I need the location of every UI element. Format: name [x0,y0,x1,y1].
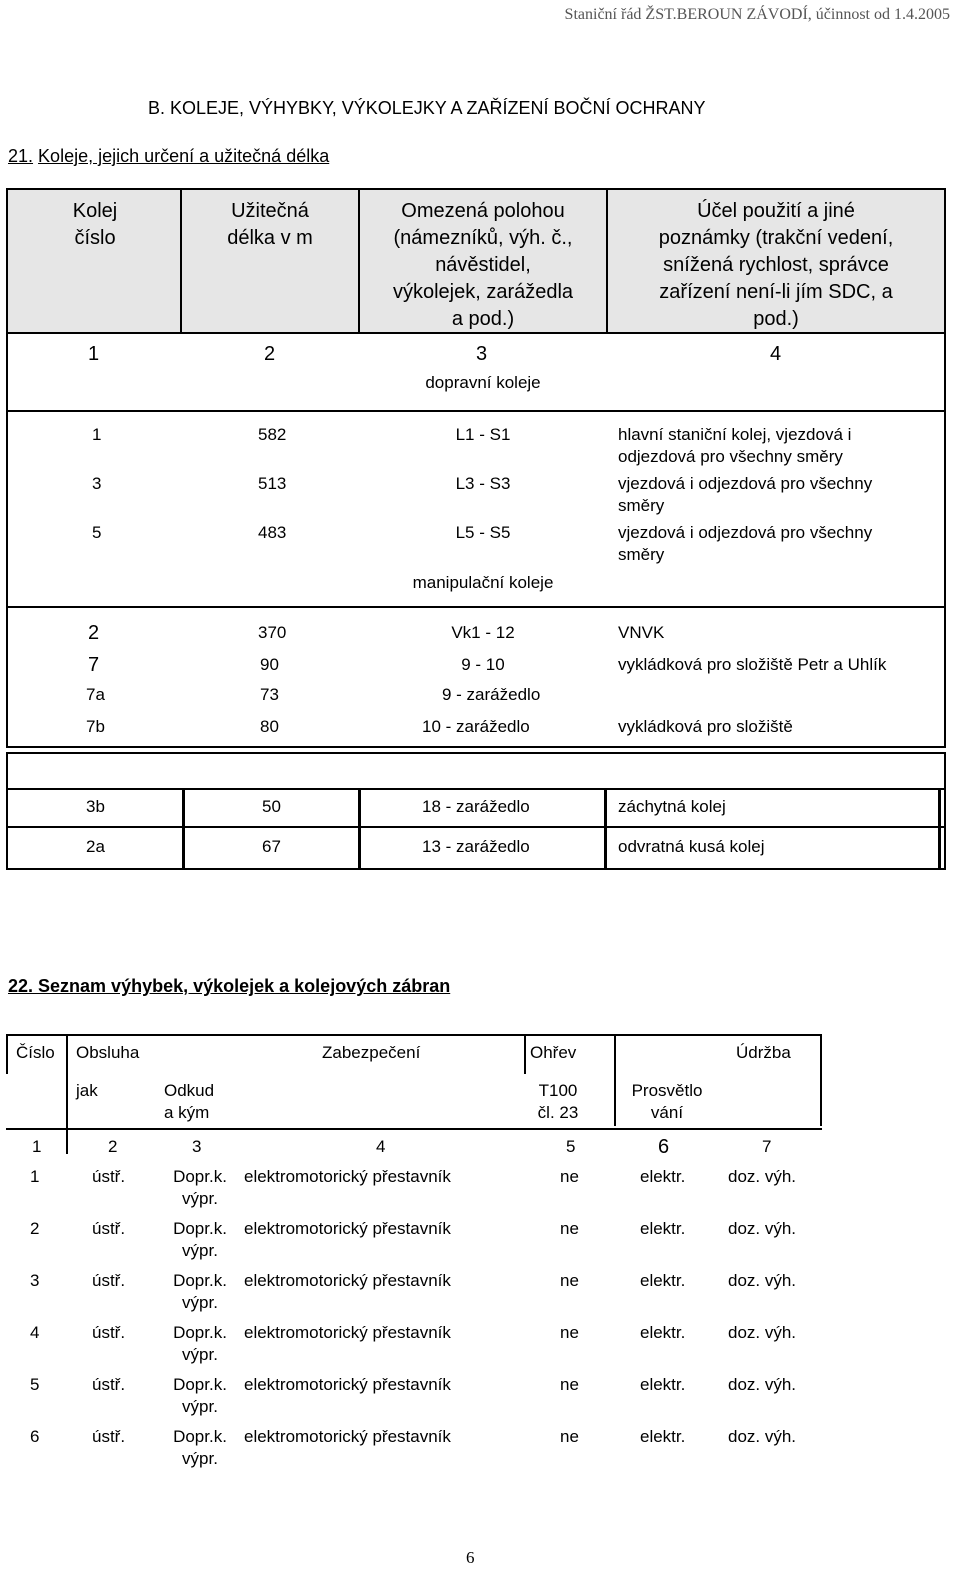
t2-odkud: Dopr.k. výpr. [173,1271,227,1312]
cell-delka: 67 [262,837,281,856]
cell-ucel: vjezdová i odjezdová pro všechny směry [618,474,873,515]
t2-prosvetlovani: elektr. [640,1375,686,1394]
section-title: B. KOLEJE, VÝHYBKY, VÝKOLEJKY A ZAŘÍZENÍ BOČNÍ OCHRANY [148,98,706,118]
cell-kolej: 2 [88,622,100,644]
t2-col-number: 3 [192,1137,202,1156]
cell-ucel: hlavní staniční kolej, vjezdová i odjezdová pro všechny směry [618,425,852,466]
t2-odkud: Dopr.k. výpr. [173,1323,227,1364]
cell-omezena: 18 - zarážedlo [422,797,530,816]
t2-zabezpeceni: elektromotorický přestavník [244,1167,451,1186]
t2-zabezpeceni: elektromotorický přestavník [244,1219,451,1238]
table2-divider [66,1034,68,1154]
t2-prosvetlovani: elektr. [640,1427,686,1446]
table1-divider [8,410,944,412]
t2-col-number: 5 [566,1137,576,1156]
t2-header-odkud: Odkud a kým [164,1081,215,1122]
t2-header-t100: T100 čl. 23 [537,1081,579,1122]
header-kolej: Kolej číslo [72,200,118,249]
t2-jak: ústř. [92,1375,126,1394]
cell-delka: 50 [262,797,281,816]
page-number: 6 [466,1548,475,1567]
t2-ohrev: ne [560,1271,579,1290]
group-label-dopravni: dopravní koleje [425,373,541,392]
header-omezena: Omezená polohou (námezníků, výh. č., návěstidel, výkolejek, zarážedla a pod.) [392,200,574,330]
cell-omezena: 10 - zarážedlo [422,717,530,736]
cell-omezena: L5 - S5 [455,523,511,542]
t2-cislo: 6 [30,1427,40,1446]
t2-udrzba: doz. výh. [728,1427,797,1446]
t2-udrzba: doz. výh. [728,1219,797,1238]
table2-divider [6,1128,822,1130]
t2-zabezpeceni: elektromotorický přestavník [244,1375,451,1394]
cell-ucel: vykládková pro složiště [618,717,793,736]
t2-cislo: 1 [30,1167,40,1186]
col-number: 4 [770,343,782,365]
cell-omezena: L1 - S1 [455,425,511,444]
t2-ohrev: ne [560,1167,579,1186]
t2-prosvetlovani: elektr. [640,1219,686,1238]
running-header: Staniční řád ŽST.BEROUN ZÁVODÍ, účinnost od 1.4.2005 [564,6,950,23]
cell-kolej: 3 [92,474,102,493]
table2-divider [820,1034,822,1126]
table2-divider [614,1034,616,1126]
cell-delka: 90 [260,655,279,674]
t2-header-prosvetlovani: Prosvětlo vání [631,1081,703,1122]
t2-prosvetlovani: elektr. [640,1323,686,1342]
cell-delka: 73 [260,685,279,704]
t2-ohrev: ne [560,1323,579,1342]
cell-delka: 483 [258,523,287,542]
t2-header-udrzba: Údržba [736,1043,791,1062]
cell-ucel: VNVK [618,623,665,642]
table1-divider [938,790,941,868]
t2-cislo: 4 [30,1323,40,1342]
t2-header-cislo: Číslo [16,1043,55,1062]
cell-omezena: L3 - S3 [455,474,511,493]
t2-zabezpeceni: elektromotorický přestavník [244,1323,451,1342]
t2-udrzba: doz. výh. [728,1167,797,1186]
cell-kolej: 2a [86,837,105,856]
table1-divider [8,788,944,790]
t2-udrzba: doz. výh. [728,1375,797,1394]
table1-divider [604,790,607,868]
t2-odkud: Dopr.k. výpr. [173,1167,227,1208]
t2-col-number: 7 [762,1137,772,1156]
t2-header-ohrev: Ohřev [530,1043,577,1062]
col-number: 1 [88,343,100,365]
table1-divider [8,606,944,608]
t2-col-number: 6 [658,1136,670,1158]
cell-kolej: 5 [92,523,102,542]
cell-omezena: Vk1 - 12 [451,623,515,642]
table2-divider [6,1034,822,1036]
t2-header-zabezpeceni: Zabezpečení [322,1043,421,1062]
header-ucel: Účel použití a jiné poznámky (trakční vedení, snížená rychlost, správce zařízení není-li jím SDC, a pod.) [658,200,894,330]
cell-ucel: vjezdová i odjezdová pro všechny směry [618,523,873,564]
t2-header-jak: jak [76,1081,98,1100]
cell-delka: 582 [258,425,287,444]
col-number: 3 [476,343,488,365]
cell-kolej: 7b [86,717,105,736]
cell-ucel: odvratná kusá kolej [618,837,765,856]
table2-divider [524,1034,526,1074]
t2-udrzba: doz. výh. [728,1271,797,1290]
section-21-heading: 21. Koleje, jejich určení a užitečná délka [8,146,330,166]
t2-cislo: 2 [30,1219,40,1238]
table1-divider [358,790,361,868]
t2-prosvetlovani: elektr. [640,1167,686,1186]
group-label-manipulacni: manipulační koleje [412,573,554,592]
t2-jak: ústř. [92,1271,126,1290]
cell-ucel: vykládková pro složiště Petr a Uhlík [618,655,887,674]
t2-ohrev: ne [560,1427,579,1446]
cell-kolej: 7a [86,685,105,704]
table1-divider [182,790,185,868]
t2-col-number: 2 [108,1137,118,1156]
t2-odkud: Dopr.k. výpr. [173,1375,227,1416]
t2-jak: ústř. [92,1219,126,1238]
t2-ohrev: ne [560,1219,579,1238]
t2-odkud: Dopr.k. výpr. [173,1427,227,1468]
t2-odkud: Dopr.k. výpr. [173,1219,227,1260]
t2-zabezpeceni: elektromotorický přestavník [244,1427,451,1446]
t2-col-number: 4 [376,1137,386,1156]
t2-ohrev: ne [560,1375,579,1394]
cell-delka: 513 [258,474,287,493]
table2-divider [6,1034,8,1074]
cell-ucel: záchytná kolej [618,797,726,816]
t2-cislo: 3 [30,1271,40,1290]
header-delka: Užitečná délka v m [227,200,313,249]
t2-jak: ústř. [92,1323,126,1342]
col-number: 2 [264,343,276,365]
t2-zabezpeceni: elektromotorický přestavník [244,1271,451,1290]
cell-kolej: 7 [88,654,100,676]
cell-omezena: 9 - zarážedlo [442,685,541,704]
t2-header-obsluha: Obsluha [76,1043,140,1062]
section-22-heading: 22. Seznam výhybek, výkolejek a kolejových zábran [8,976,451,996]
t2-col-number: 1 [32,1137,42,1156]
cell-kolej: 3b [86,797,105,816]
t2-cislo: 5 [30,1375,40,1394]
t2-udrzba: doz. výh. [728,1323,797,1342]
cell-delka: 80 [260,717,279,736]
t2-jak: ústř. [92,1167,126,1186]
t2-prosvetlovani: elektr. [640,1271,686,1290]
t2-jak: ústř. [92,1427,126,1446]
cell-kolej: 1 [92,425,102,444]
table1-divider [8,826,944,828]
cell-omezena: 13 - zarážedlo [422,837,530,856]
cell-delka: 370 [258,623,287,642]
cell-omezena: 9 - 10 [461,655,505,674]
